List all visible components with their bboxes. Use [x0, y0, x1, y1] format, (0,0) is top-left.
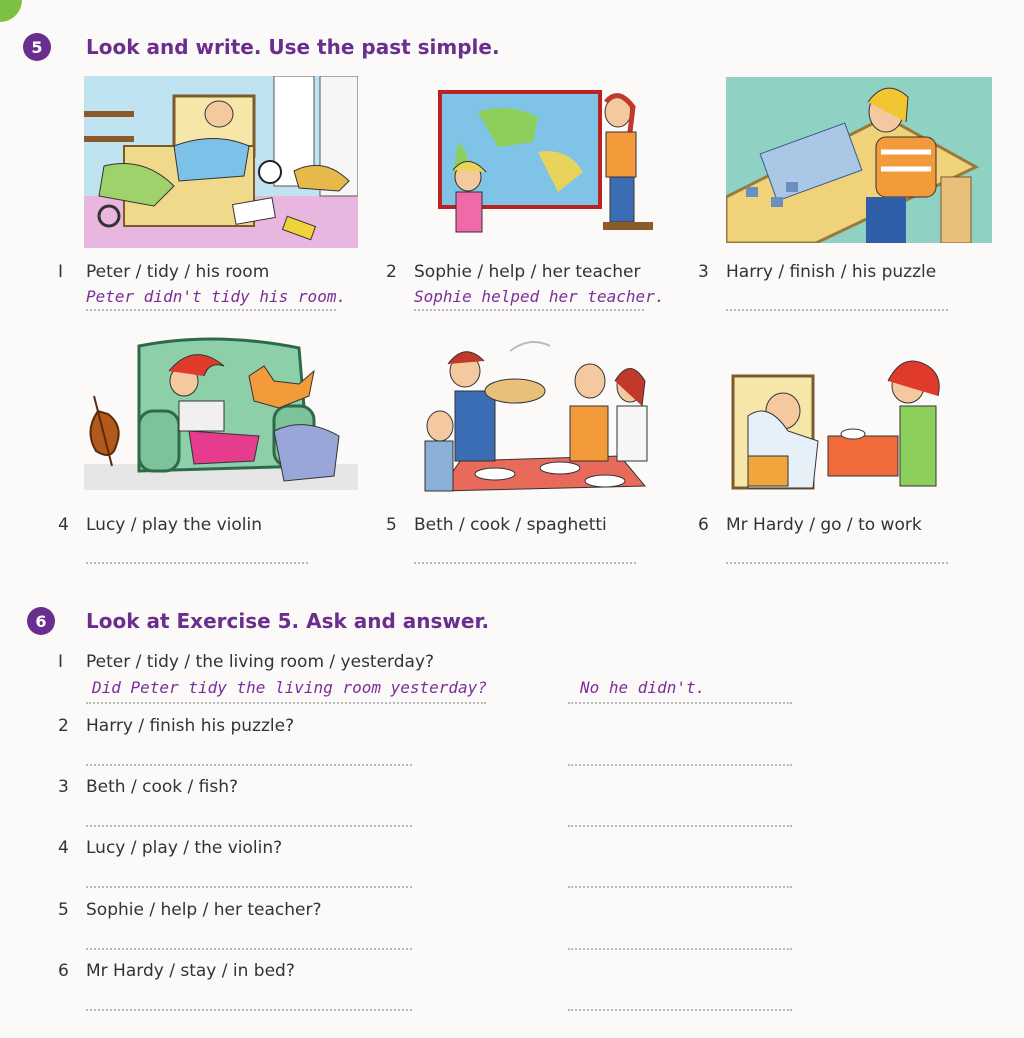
ex6-item-6-prompt: Mr Hardy / stay / in bed? [86, 961, 295, 981]
ex5-item-1-line [86, 309, 336, 311]
ex6-item-3-question-line[interactable] [86, 825, 412, 827]
ex5-item-4-number: 4 [58, 515, 69, 535]
ex5-item-1-answer[interactable]: Peter didn't tidy his room. [86, 287, 347, 306]
picture-sophie-map [418, 82, 662, 244]
ex5-item-3-number: 3 [698, 262, 709, 282]
ex5-item-2-prompt: Sophie / help / her teacher [414, 262, 641, 282]
exercise-5-title: Look and write. Use the past simple. [86, 35, 500, 59]
ex6-item-1-question-line [86, 702, 486, 704]
ex5-item-4-prompt: Lucy / play the violin [86, 515, 262, 535]
ex6-item-3-answer-line[interactable] [568, 825, 792, 827]
ex5-item-6-line[interactable] [726, 562, 948, 564]
ex6-item-1-number: I [58, 652, 64, 672]
ex6-item-1-answer[interactable]: No he didn't. [580, 678, 706, 697]
picture-beth-cooking [420, 336, 666, 494]
ex6-item-4-question-line[interactable] [86, 886, 412, 888]
exercise-6-title: Look at Exercise 5. Ask and answer. [86, 609, 490, 633]
ex6-item-2-question-line[interactable] [86, 764, 412, 766]
ex6-item-1-question[interactable]: Did Peter tidy the living room yesterday? [92, 678, 487, 697]
ex6-item-4-answer-line[interactable] [568, 886, 792, 888]
ex5-item-2-line [414, 309, 644, 311]
ex5-item-3-line[interactable] [726, 309, 948, 311]
ex6-item-6-number: 6 [58, 961, 69, 981]
exercise-5-badge: 5 [23, 33, 51, 61]
ex5-item-1-prompt: Peter / tidy / his room [86, 262, 270, 282]
picture-peter-room [84, 76, 358, 248]
ex5-item-6-prompt: Mr Hardy / go / to work [726, 515, 922, 535]
ex5-item-3-prompt: Harry / finish / his puzzle [726, 262, 937, 282]
ex6-item-1-prompt: Peter / tidy / the living room / yesterday? [86, 652, 435, 672]
ex6-item-6-question-line[interactable] [86, 1009, 412, 1011]
picture-lucy-sofa [84, 336, 358, 490]
ex6-item-5-number: 5 [58, 900, 69, 920]
ex6-item-3-number: 3 [58, 777, 69, 797]
ex5-item-5-line[interactable] [414, 562, 636, 564]
ex6-item-2-prompt: Harry / finish his puzzle? [86, 716, 295, 736]
exercise-6-badge: 6 [27, 607, 55, 635]
picture-mr-hardy-bed [728, 346, 974, 492]
ex6-item-5-answer-line[interactable] [568, 948, 792, 950]
ex5-item-2-number: 2 [386, 262, 397, 282]
ex6-item-3-prompt: Beth / cook / fish? [86, 777, 238, 797]
ex6-item-1-answer-line [568, 702, 792, 704]
ex5-item-6-number: 6 [698, 515, 709, 535]
ex5-item-1-number: I [58, 262, 64, 282]
ex6-item-2-number: 2 [58, 716, 69, 736]
ex5-item-2-answer[interactable]: Sophie helped her teacher. [414, 287, 665, 306]
ex5-item-5-prompt: Beth / cook / spaghetti [414, 515, 607, 535]
ex6-item-4-number: 4 [58, 838, 69, 858]
ex5-item-4-line[interactable] [86, 562, 308, 564]
ex6-item-2-answer-line[interactable] [568, 764, 792, 766]
picture-harry-puzzle [726, 77, 992, 243]
ex5-item-5-number: 5 [386, 515, 397, 535]
corner-decoration [0, 0, 22, 22]
ex6-item-6-answer-line[interactable] [568, 1009, 792, 1011]
ex6-item-4-prompt: Lucy / play / the violin? [86, 838, 283, 858]
ex6-item-5-prompt: Sophie / help / her teacher? [86, 900, 322, 920]
ex6-item-5-question-line[interactable] [86, 948, 412, 950]
